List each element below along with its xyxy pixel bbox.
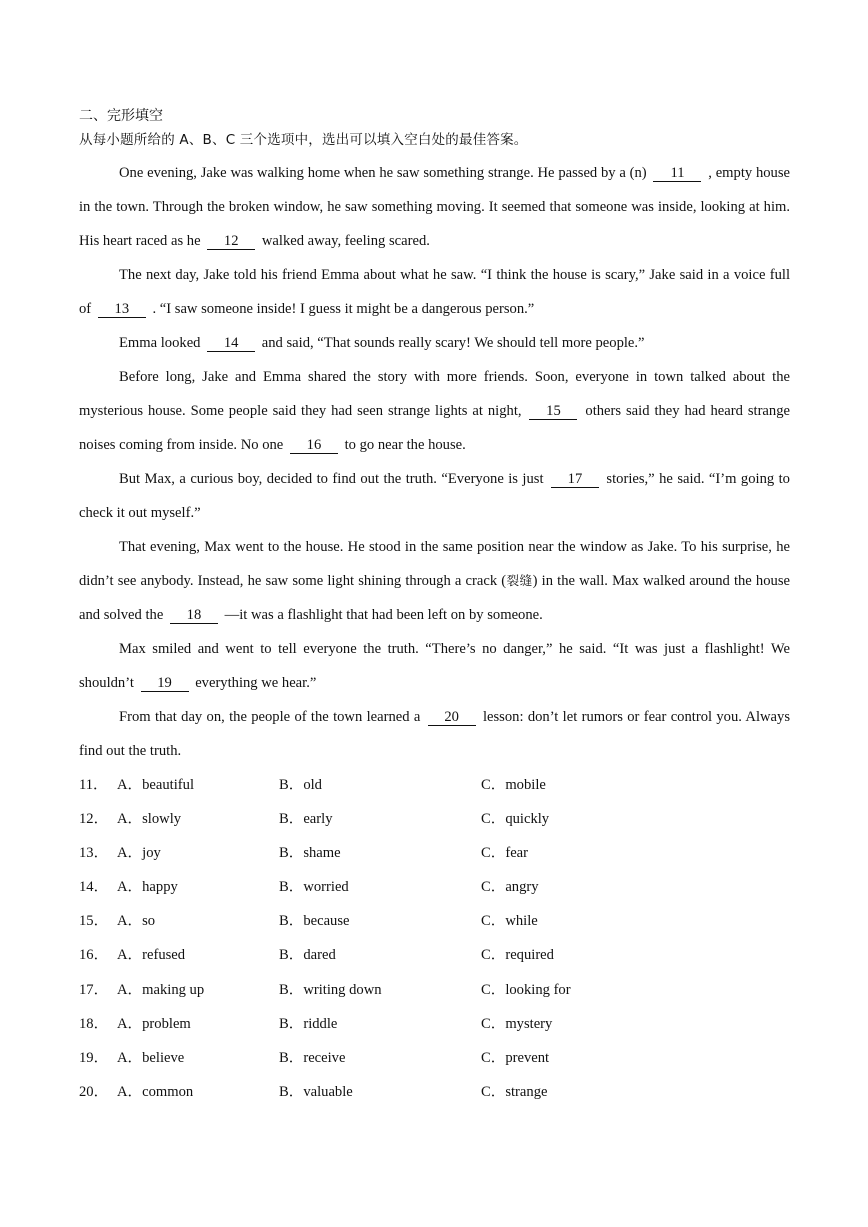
- passage-text: But Max, a curious boy, decided to find out the truth. “Everyone is just: [119, 471, 544, 487]
- option-b[interactable]: B．dared: [279, 947, 336, 964]
- option-c[interactable]: C．looking for: [481, 981, 571, 998]
- passage-text: , empty house in the town. Through the broken window, he saw something moving. It seemed that someone was inside, looking at him. His heart raced as he: [79, 165, 791, 249]
- passage-text: lesson: don’t let rumors or fear control you. Always find out the truth.: [79, 709, 790, 759]
- option-c[interactable]: C．strange: [481, 1083, 548, 1100]
- question-row: [79, 1007, 790, 1041]
- question-number: 20．: [79, 1083, 109, 1100]
- cloze-passage: [79, 156, 790, 768]
- option-c[interactable]: C．mobile: [481, 777, 546, 793]
- question-row: [79, 1041, 790, 1075]
- option-a[interactable]: A．joy: [117, 845, 161, 862]
- blank-18: 18: [170, 607, 218, 624]
- question-row: [79, 836, 790, 870]
- option-a[interactable]: A．so: [117, 913, 156, 930]
- passage-text: to go near the house.: [344, 437, 466, 453]
- option-c[interactable]: C．quickly: [481, 811, 550, 828]
- blank-14: 14: [207, 335, 255, 352]
- passage-text: One evening, Jake was walking home when he saw something strange. He passed by a (n): [119, 165, 647, 181]
- option-b[interactable]: B．valuable: [279, 1083, 353, 1100]
- paragraph-7: [79, 632, 790, 700]
- option-b[interactable]: B．early: [279, 811, 333, 828]
- question-number: 11．: [79, 777, 108, 793]
- question-row: [79, 973, 790, 1007]
- question-number: 18．: [79, 1015, 109, 1032]
- question-row: [79, 870, 790, 904]
- passage-text: That evening, Max went to the house. He stood in the same position near the window as Jake. To his surprise, he didn’t see anybody. Instead, he saw some light shining through a crack (: [79, 539, 790, 589]
- option-a[interactable]: A．happy: [117, 879, 178, 896]
- question-row: [79, 768, 790, 802]
- option-b[interactable]: B．old: [279, 777, 322, 793]
- passage-text: others said they had heard strange noises coming from inside. No one: [79, 403, 790, 453]
- passage-text: ) in the wall. Max walked around the house and solved the: [79, 573, 790, 623]
- passage-text: Max smiled and went to tell everyone the truth. “There’s no danger,” he said. “It was just a flashlight! We shouldn’t: [79, 641, 790, 691]
- question-number: 14．: [79, 879, 109, 896]
- option-b[interactable]: B．because: [279, 913, 350, 930]
- option-b[interactable]: B．shame: [279, 845, 341, 862]
- option-c[interactable]: C．prevent: [481, 1049, 550, 1066]
- answer-options: [79, 768, 790, 1109]
- blank-20: 20: [428, 709, 476, 726]
- passage-text: —it was a flashlight that had been left on by someone.: [224, 607, 543, 623]
- option-c[interactable]: C．while: [481, 913, 538, 930]
- paragraph-8: [79, 700, 790, 768]
- question-row: [79, 802, 790, 836]
- question-number: 17．: [79, 981, 109, 998]
- option-b[interactable]: B．worried: [279, 879, 349, 896]
- passage-text: From that day on, the people of the town learned a: [119, 709, 421, 725]
- question-row: [79, 938, 790, 972]
- question-number: 19．: [79, 1049, 109, 1066]
- option-c[interactable]: C．mystery: [481, 1015, 553, 1032]
- paragraph-6: [79, 530, 790, 632]
- paragraph-4: [79, 360, 790, 462]
- question-number: 15．: [79, 913, 109, 930]
- blank-15: 15: [529, 403, 577, 420]
- option-b[interactable]: B．receive: [279, 1049, 346, 1066]
- paragraph-5: [79, 462, 790, 530]
- blank-12: 12: [207, 233, 255, 250]
- question-number: 16．: [79, 947, 109, 964]
- blank-13: 13: [98, 301, 146, 318]
- option-a[interactable]: A．slowly: [117, 811, 182, 828]
- document-page: [79, 104, 790, 1109]
- passage-text: Emma looked: [119, 335, 201, 351]
- passage-text: The next day, Jake told his friend Emma about what he saw. “I think the house is scary,” Jake said in a voice full of: [79, 267, 790, 317]
- passage-text: everything we hear.”: [195, 675, 317, 691]
- option-c[interactable]: C．fear: [481, 845, 529, 862]
- question-row: [79, 904, 790, 938]
- option-a[interactable]: A．beautiful: [117, 777, 195, 793]
- passage-text: . “I saw someone inside! I guess it might be a dangerous person.”: [152, 301, 535, 317]
- passage-text: walked away, feeling scared.: [261, 233, 430, 249]
- section-heading: 二、完形填空: [79, 108, 163, 124]
- blank-16: 16: [290, 437, 338, 454]
- question-row: [79, 1075, 790, 1109]
- option-b[interactable]: B．riddle: [279, 1015, 338, 1032]
- blank-17: 17: [551, 471, 599, 488]
- passage-text: stories,” he said. “I’m going to check it out myself.”: [79, 471, 790, 521]
- blank-11: 11: [653, 165, 701, 182]
- paragraph-2: [79, 258, 790, 326]
- blank-19: 19: [141, 675, 189, 692]
- option-a[interactable]: A．problem: [117, 1015, 191, 1032]
- option-c[interactable]: C．required: [481, 947, 554, 964]
- section-instruction: 从每小题所给的 A、B、C 三个选项中，选出可以填入空白处的最佳答案。: [79, 132, 528, 148]
- option-b[interactable]: B．writing down: [279, 981, 382, 998]
- passage-text: and said, “That sounds really scary! We should tell more people.”: [261, 335, 645, 351]
- paragraph-3: [79, 326, 790, 360]
- question-number: 12．: [79, 811, 109, 828]
- option-a[interactable]: A．common: [117, 1083, 194, 1100]
- paragraph-1: [79, 156, 790, 258]
- question-number: 13．: [79, 845, 109, 862]
- option-c[interactable]: C．angry: [481, 879, 539, 896]
- chinese-gloss: 裂缝: [506, 573, 533, 588]
- option-a[interactable]: A．making up: [117, 981, 205, 998]
- option-a[interactable]: A．believe: [117, 1049, 185, 1066]
- passage-text: Before long, Jake and Emma shared the story with more friends. Soon, everyone in town talked about the mysterious house. Some people said they had seen strange lights at night,: [79, 369, 790, 419]
- option-a[interactable]: A．refused: [117, 947, 186, 964]
